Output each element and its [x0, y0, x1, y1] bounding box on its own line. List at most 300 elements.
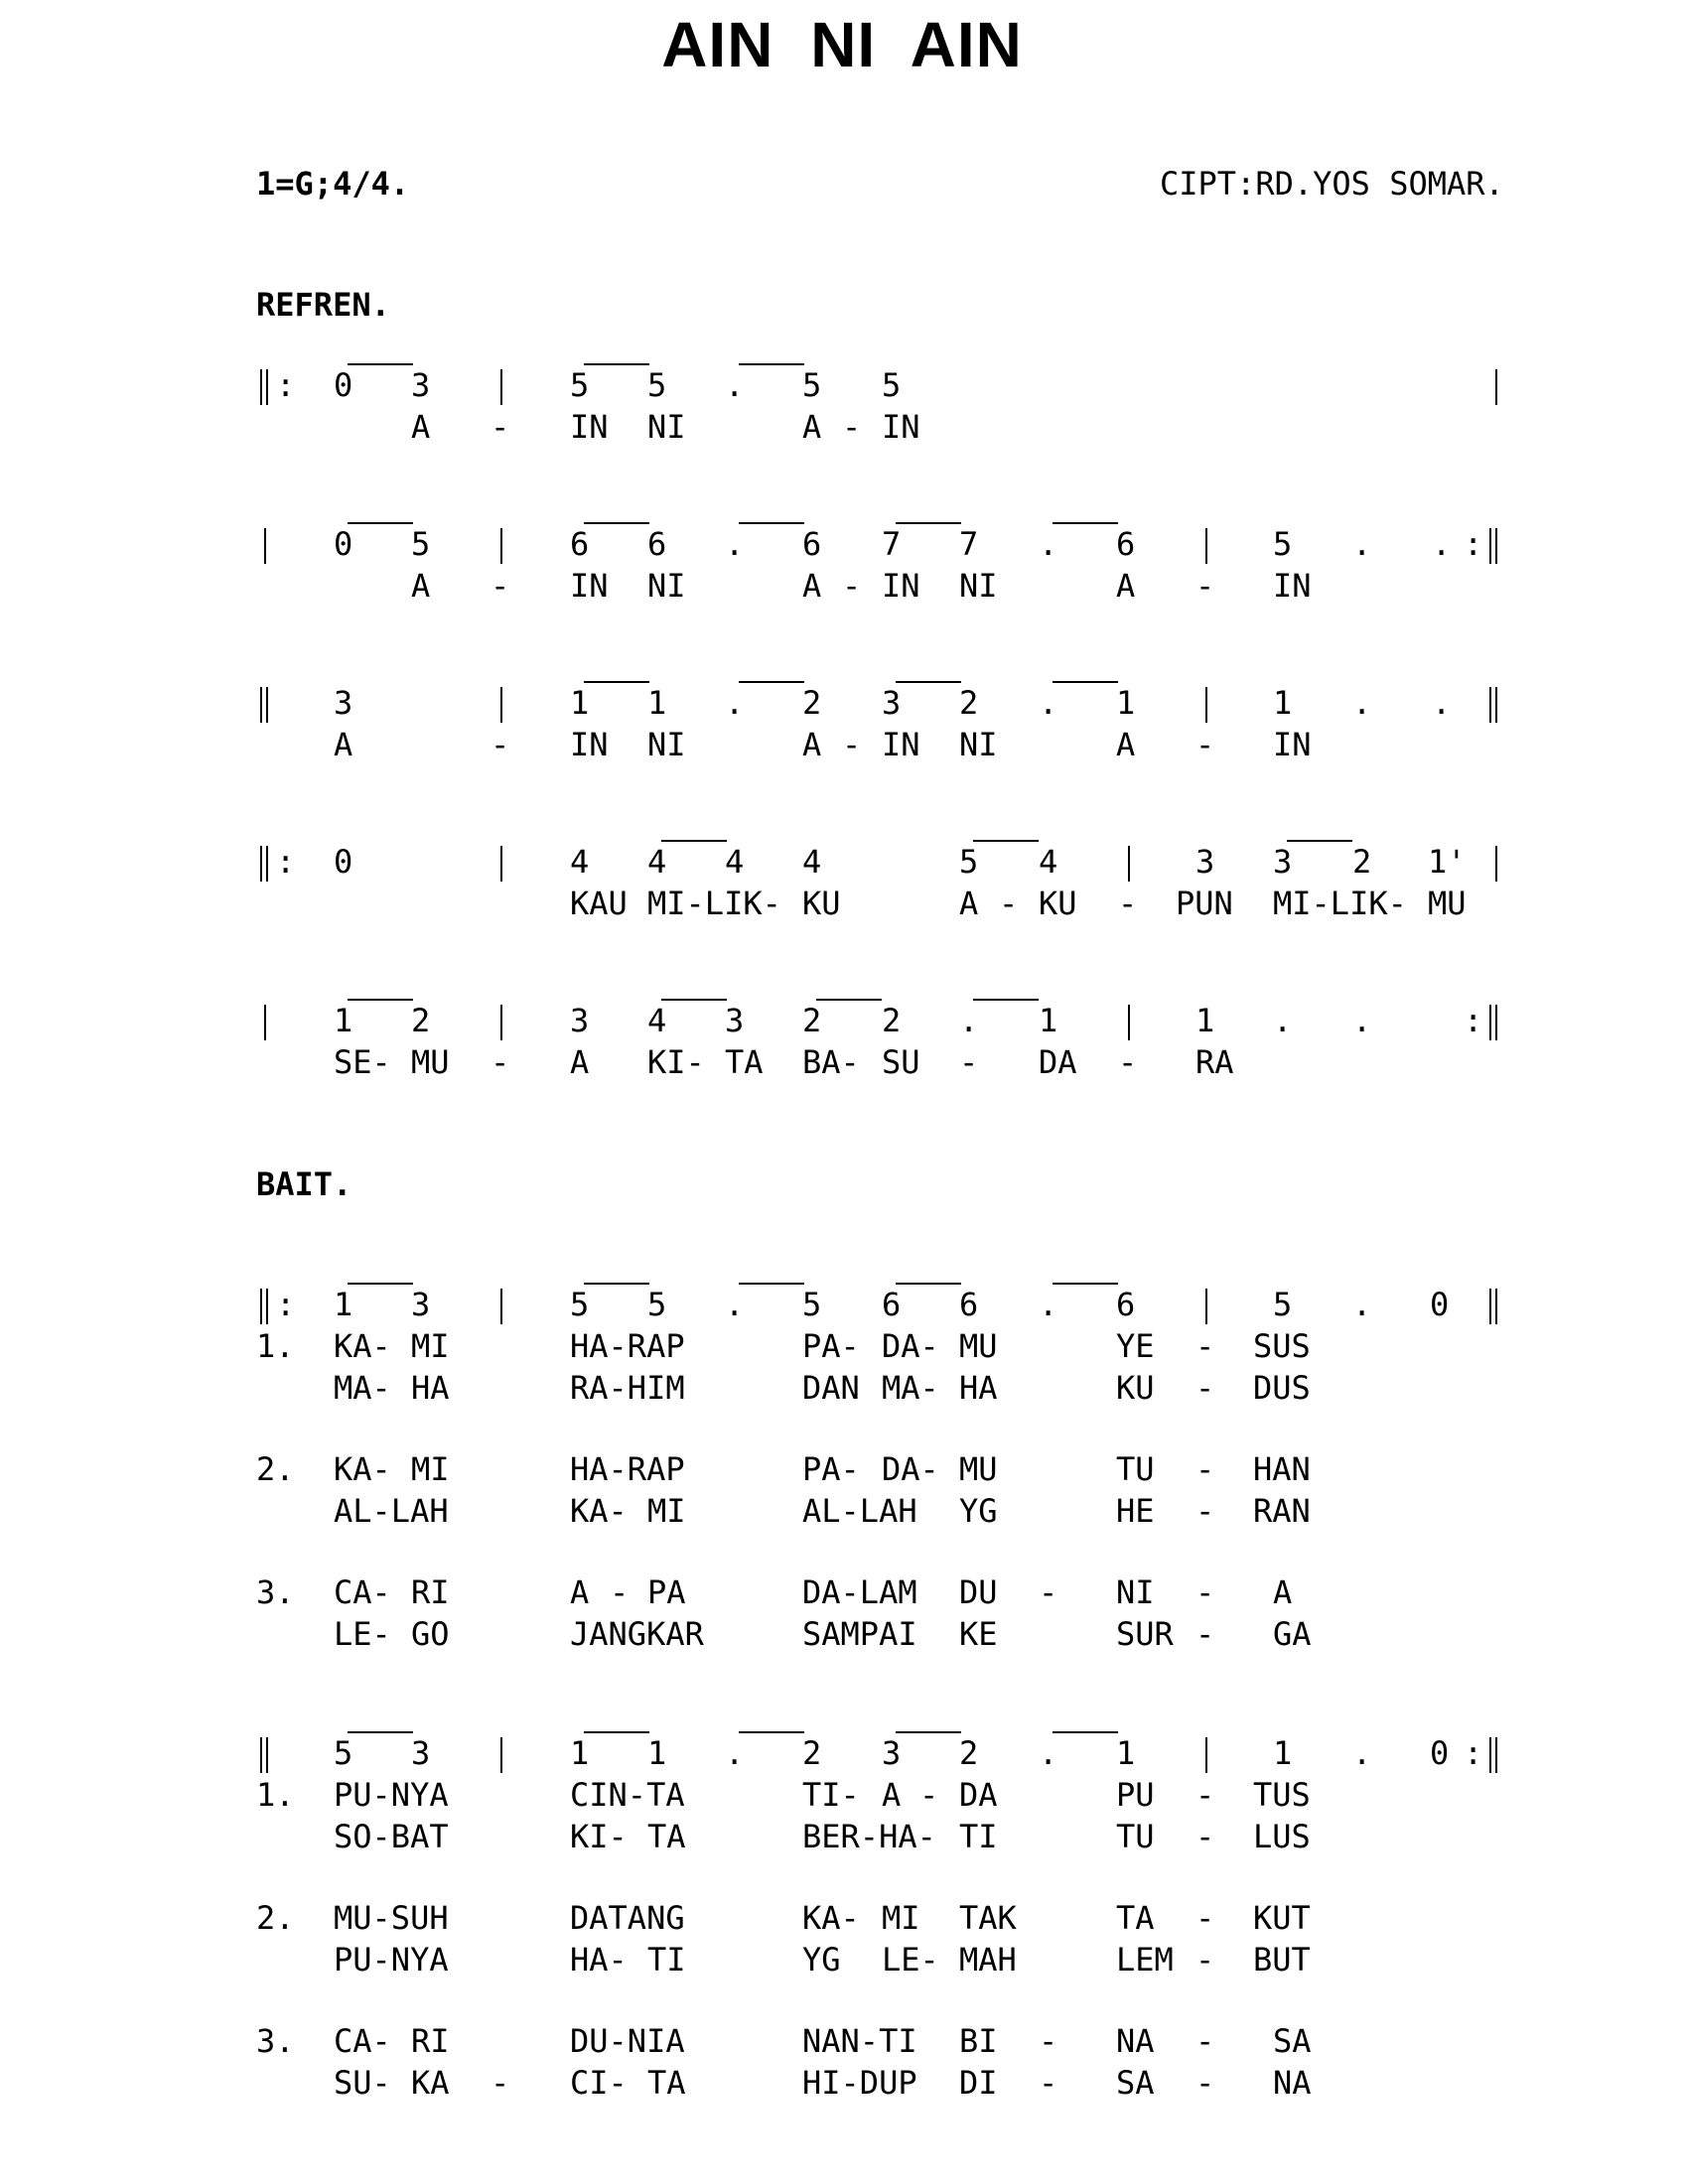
lyric: SO-BAT	[334, 1818, 449, 1855]
lyric: KI-	[647, 1043, 705, 1081]
verse-number: 1.	[256, 1327, 295, 1365]
repeat-colon: :	[1464, 1734, 1483, 1772]
note: 4	[802, 843, 822, 881]
lyric: MU	[959, 1327, 998, 1365]
lyric: KA-	[334, 1327, 391, 1365]
bar-line	[264, 1005, 266, 1040]
note: 4	[647, 843, 667, 881]
lyric: KA-	[334, 1450, 391, 1488]
note-dot: .	[1039, 1286, 1058, 1323]
note: 1	[1116, 1734, 1136, 1772]
bar-line	[1495, 846, 1497, 882]
lyric: NI	[1116, 1573, 1155, 1611]
lyric: KA	[411, 2064, 450, 2102]
lyric: A	[1273, 1573, 1293, 1611]
lyric: IN	[570, 567, 609, 605]
lyric: MA-	[882, 1369, 939, 1407]
bar-line	[1128, 1005, 1130, 1040]
note: 5	[802, 366, 822, 404]
note: 2	[802, 1002, 822, 1039]
note: 3	[1273, 843, 1293, 881]
note: 4	[1039, 843, 1058, 881]
beam	[896, 1731, 961, 1733]
lyric: -	[1195, 2064, 1215, 2102]
lyric: NAN-TI	[802, 2022, 917, 2060]
lyric: IN	[882, 567, 920, 605]
lyric: -	[1195, 726, 1215, 763]
lyric: -	[1195, 1573, 1215, 1611]
lyric: IN	[570, 726, 609, 763]
lyric: -	[491, 2064, 510, 2102]
lyric: DA-	[882, 1450, 939, 1488]
lyric: -	[1195, 1776, 1215, 1814]
lyric: HA	[411, 1369, 450, 1407]
lyric: AL-LAH	[334, 1492, 449, 1530]
repeat-end-bar	[1489, 1005, 1497, 1040]
lyric: MU	[1428, 885, 1467, 922]
note: 6	[1116, 525, 1136, 563]
note-dot: .	[1352, 525, 1372, 563]
lyric: AL-LAH	[802, 1492, 917, 1530]
repeat-colon: :	[1464, 525, 1483, 563]
lyric: NI	[647, 726, 686, 763]
repeat-colon: :	[276, 366, 296, 404]
lyric: HA-	[570, 1941, 628, 1979]
bar-line	[500, 1005, 502, 1040]
lyric: PA-	[802, 1327, 860, 1365]
verse-number: 1.	[256, 1776, 295, 1814]
note: 5	[802, 1286, 822, 1323]
lyric: LUS	[1253, 1818, 1311, 1855]
verse-number: 3.	[256, 2022, 295, 2060]
lyric: GO	[411, 1615, 450, 1653]
beam	[1287, 840, 1352, 842]
lyric: SAMPAI	[802, 1615, 917, 1653]
lyric: MI	[647, 1492, 686, 1530]
lyric: -	[1195, 1615, 1215, 1653]
lyric: SU-	[334, 2064, 391, 2102]
lyric: -	[1195, 1369, 1215, 1407]
note-dot: .	[1039, 525, 1058, 563]
lyric: DUS	[1253, 1369, 1311, 1407]
beam	[739, 1731, 804, 1733]
repeat-colon: :	[276, 1286, 296, 1323]
lyric: -	[1118, 1043, 1138, 1081]
section-bait: BAIT.	[256, 1165, 352, 1203]
bar-line	[1205, 528, 1207, 564]
lyric: TA	[647, 2064, 686, 2102]
lyric: NI	[647, 408, 686, 446]
bar-line	[264, 528, 266, 564]
lyric: -	[1195, 1492, 1215, 1530]
note: 1	[1195, 1002, 1215, 1039]
lyric: CI-	[570, 2064, 628, 2102]
lyric: MA-	[334, 1369, 391, 1407]
bar-line	[500, 687, 502, 723]
note-dot: .	[1432, 525, 1452, 563]
beam	[739, 1283, 804, 1285]
section-refren: REFREN.	[256, 286, 390, 324]
lyric: BI	[959, 2022, 998, 2060]
lyric: RA	[1195, 1043, 1234, 1081]
note: 0	[334, 843, 353, 881]
note: 0	[1430, 1286, 1450, 1323]
verse-number: 3.	[256, 1573, 295, 1611]
note-dot: .	[1352, 1734, 1372, 1772]
lyric: HI-DUP	[802, 2064, 917, 2102]
repeat-colon: :	[1464, 1002, 1483, 1039]
lyric: A	[959, 885, 979, 922]
refren-line-3	[0, 685, 1684, 804]
lyric: A	[334, 726, 353, 763]
note: 7	[882, 525, 902, 563]
lyric: SA	[1273, 2022, 1312, 2060]
beam	[739, 363, 804, 365]
note-dot: .	[1432, 684, 1452, 722]
note: 1	[1039, 1002, 1058, 1039]
lyric: -	[491, 567, 510, 605]
lyric: KU	[1039, 885, 1077, 922]
bar-line	[500, 369, 502, 405]
beam	[348, 522, 413, 524]
note: 1	[1273, 1734, 1293, 1772]
lyric: KI-	[570, 1818, 628, 1855]
note: 5	[411, 525, 431, 563]
note-dot: .	[1039, 1734, 1058, 1772]
lyric: RA-HIM	[570, 1369, 685, 1407]
beam	[816, 999, 882, 1001]
bar-line	[1128, 846, 1130, 882]
lyric: NI	[959, 567, 998, 605]
beam	[973, 840, 1039, 842]
lyric: MU-SUH	[334, 1899, 449, 1937]
note: 2	[411, 1002, 431, 1039]
lyric: -	[491, 408, 510, 446]
lyric: -	[842, 726, 862, 763]
note: 6	[882, 1286, 902, 1323]
lyric: SA	[1116, 2064, 1155, 2102]
lyric: A	[882, 1776, 902, 1814]
lyric: MU	[411, 1043, 450, 1081]
note: 3	[882, 684, 902, 722]
lyric: PU-NYA	[334, 1776, 449, 1814]
note: 4	[647, 1002, 667, 1039]
note: 3	[882, 1734, 902, 1772]
lyric: -	[1195, 1327, 1215, 1365]
lyric: MI-LIK-	[647, 885, 781, 922]
lyric: CIN-TA	[570, 1776, 685, 1814]
beam	[584, 363, 649, 365]
note: 6	[1116, 1286, 1136, 1323]
lyric: -	[999, 885, 1019, 922]
beam	[896, 681, 961, 683]
lyric: YE	[1116, 1327, 1155, 1365]
lyric: A	[570, 1043, 590, 1081]
lyric: YG	[802, 1941, 841, 1979]
beam	[661, 999, 727, 1001]
beam	[584, 1731, 649, 1733]
bar-line	[1495, 369, 1497, 405]
bait-2-verse-3	[0, 1981, 1684, 2101]
note: 5	[570, 366, 590, 404]
lyric: A	[802, 408, 822, 446]
note: 0	[334, 525, 353, 563]
lyric: -	[610, 1573, 630, 1611]
lyric: CA-	[334, 2022, 391, 2060]
beam	[1052, 1283, 1118, 1285]
lyric: NI	[647, 567, 686, 605]
note-dot: .	[1039, 684, 1058, 722]
lyric: LE-	[882, 1941, 939, 1979]
lyric: MI	[411, 1450, 450, 1488]
lyric: -	[919, 1776, 939, 1814]
note: 5	[570, 1286, 590, 1323]
beam	[896, 522, 961, 524]
note: 0	[334, 366, 353, 404]
lyric: TU	[1116, 1450, 1155, 1488]
lyric: MI-LIK-	[1273, 885, 1407, 922]
lyric: DU-NIA	[570, 2022, 685, 2060]
beam	[348, 1731, 413, 1733]
lyric: A	[1116, 726, 1136, 763]
lyric: -	[1039, 1573, 1058, 1611]
double-bar	[1489, 687, 1497, 723]
lyric: IN	[1273, 567, 1312, 605]
note: 3	[411, 1734, 431, 1772]
lyric: HE	[1116, 1492, 1155, 1530]
lyric: -	[1039, 2022, 1058, 2060]
beam	[739, 522, 804, 524]
verse-number: 2.	[256, 1899, 295, 1937]
note-dot: .	[1352, 1002, 1372, 1039]
note: 1'	[1428, 843, 1467, 881]
lyric: PU-NYA	[334, 1941, 449, 1979]
lyric: KA-	[802, 1899, 860, 1937]
note-dot: .	[725, 684, 745, 722]
lyric: MI	[411, 1327, 450, 1365]
note: 3	[411, 366, 431, 404]
lyric: NA	[1273, 2064, 1312, 2102]
note: 1	[1273, 684, 1293, 722]
note-dot: .	[1352, 1286, 1372, 1323]
bar-line	[1205, 687, 1207, 723]
lyric: JANGKAR	[570, 1615, 704, 1653]
lyric: TA	[1116, 1899, 1155, 1937]
lyric: PA	[647, 1573, 686, 1611]
note: 3	[411, 1286, 431, 1323]
note-dot: .	[725, 1286, 745, 1323]
note-dot: .	[725, 366, 745, 404]
note-dot: .	[725, 1734, 745, 1772]
note: 2	[802, 1734, 822, 1772]
lyric: -	[1195, 1818, 1215, 1855]
lyric: KU	[802, 885, 841, 922]
beam	[1052, 681, 1118, 683]
lyric: RI	[411, 1573, 450, 1611]
beam	[348, 363, 413, 365]
lyric: A	[411, 567, 431, 605]
lyric: NI	[959, 726, 998, 763]
repeat-start-bar	[260, 369, 268, 405]
beam	[661, 840, 727, 842]
beam	[348, 999, 413, 1001]
lyric: TA	[725, 1043, 764, 1081]
lyric: A	[802, 726, 822, 763]
lyric: LE-	[334, 1615, 391, 1653]
lyric: -	[1195, 1941, 1215, 1979]
note: 5	[1273, 525, 1293, 563]
lyric: RAN	[1253, 1492, 1311, 1530]
lyric: KUT	[1253, 1899, 1311, 1937]
lyric: DA-	[882, 1327, 939, 1365]
note: 1	[570, 684, 590, 722]
beam	[973, 999, 1039, 1001]
lyric: -	[1118, 885, 1138, 922]
lyric: IN	[882, 408, 920, 446]
note: 2	[959, 1734, 979, 1772]
lyric: -	[1039, 2064, 1058, 2102]
repeat-end-bar	[1489, 528, 1497, 564]
lyric: -	[959, 1043, 979, 1081]
lyric: A	[802, 567, 822, 605]
composer: CIPT:RD.YOS SOMAR.	[1160, 165, 1504, 203]
note: 7	[959, 525, 979, 563]
lyric: IN	[1273, 726, 1312, 763]
note: 5	[647, 1286, 667, 1323]
refren-line-5	[0, 1003, 1684, 1122]
beam	[348, 1283, 413, 1285]
lyric: PU	[1116, 1776, 1155, 1814]
lyric: IN	[570, 408, 609, 446]
lyric: TI	[959, 1818, 998, 1855]
note: 2	[882, 1002, 902, 1039]
note-dot: .	[725, 525, 745, 563]
bar-line	[500, 846, 502, 882]
lyric: GA	[1273, 1615, 1312, 1653]
beam	[584, 681, 649, 683]
beam	[1052, 522, 1118, 524]
note: 1	[334, 1286, 353, 1323]
note: 0	[1430, 1734, 1450, 1772]
lyric: HAN	[1253, 1450, 1311, 1488]
refren-line-2	[0, 526, 1684, 645]
lyric: -	[491, 726, 510, 763]
lyric: LEM	[1116, 1941, 1174, 1979]
lyric: NA	[1116, 2022, 1155, 2060]
note: 3	[1195, 843, 1215, 881]
beam	[584, 522, 649, 524]
note: 1	[647, 1734, 667, 1772]
lyric: SE-	[334, 1043, 391, 1081]
lyric: BUT	[1253, 1941, 1311, 1979]
note: 3	[334, 684, 353, 722]
lyric: -	[491, 1043, 510, 1081]
verse-number: 2.	[256, 1450, 295, 1488]
repeat-start-bar	[260, 846, 268, 882]
note: 5	[647, 366, 667, 404]
lyric: PUN	[1176, 885, 1233, 922]
double-bar	[260, 687, 268, 723]
lyric: -	[1195, 1450, 1215, 1488]
lyric: SU	[882, 1043, 920, 1081]
key-signature: 1=G;4/4.	[256, 165, 410, 203]
note: 4	[725, 843, 745, 881]
lyric: MAH	[959, 1941, 1017, 1979]
lyric: HA	[959, 1369, 998, 1407]
note: 3	[570, 1002, 590, 1039]
lyric: DI	[959, 2064, 998, 2102]
lyric: -	[842, 567, 862, 605]
lyric: BA-	[802, 1043, 860, 1081]
lyric: CA-	[334, 1573, 391, 1611]
lyric: IN	[882, 726, 920, 763]
lyric: HA-RAP	[570, 1450, 685, 1488]
lyric: KU	[1116, 1369, 1155, 1407]
lyric: TI	[647, 1941, 686, 1979]
lyric: -	[842, 408, 862, 446]
note-dot: .	[959, 1002, 979, 1039]
note: 6	[959, 1286, 979, 1323]
lyric: DA	[1039, 1043, 1077, 1081]
lyric: PA-	[802, 1450, 860, 1488]
note: 6	[802, 525, 822, 563]
lyric: DAN	[802, 1369, 860, 1407]
note: 1	[334, 1002, 353, 1039]
lyric: MI	[882, 1899, 920, 1937]
lyric: TA	[647, 1818, 686, 1855]
beam	[1052, 1731, 1118, 1733]
lyric: -	[1195, 2022, 1215, 2060]
lyric: -	[1195, 1899, 1215, 1937]
bait-2-verse-1	[0, 1735, 1684, 1854]
note: 3	[725, 1002, 745, 1039]
lyric: TUS	[1253, 1776, 1311, 1814]
note: 1	[647, 684, 667, 722]
note: 1	[1116, 684, 1136, 722]
note: 4	[570, 843, 590, 881]
beam	[739, 681, 804, 683]
note-dot: .	[1352, 684, 1372, 722]
lyric: KE	[959, 1615, 998, 1653]
note: 2	[802, 684, 822, 722]
lyric: RI	[411, 2022, 450, 2060]
bar-line	[500, 528, 502, 564]
lyric: TU	[1116, 1818, 1155, 1855]
lyric: SUR	[1116, 1615, 1174, 1653]
lyric: HA-RAP	[570, 1327, 685, 1365]
lyric: TAK	[959, 1899, 1017, 1937]
lyric: A	[411, 408, 431, 446]
bait-1-verse-1	[0, 1287, 1684, 1406]
note-dot: .	[1273, 1002, 1293, 1039]
refren-line-4	[0, 844, 1684, 963]
lyric: YG	[959, 1492, 998, 1530]
lyric: A	[1116, 567, 1136, 605]
note: 1	[570, 1734, 590, 1772]
lyric: KA-	[570, 1492, 628, 1530]
note: 2	[1352, 843, 1372, 881]
song-title: AIN NI AIN	[661, 9, 1023, 80]
lyric: -	[1195, 567, 1215, 605]
note: 6	[647, 525, 667, 563]
lyric: DA-LAM	[802, 1573, 917, 1611]
lyric: A	[570, 1573, 590, 1611]
lyric: TI-	[802, 1776, 860, 1814]
lyric: MU	[959, 1450, 998, 1488]
note: 6	[570, 525, 590, 563]
bait-1-verse-2	[0, 1410, 1684, 1529]
lyric: SUS	[1253, 1327, 1311, 1365]
